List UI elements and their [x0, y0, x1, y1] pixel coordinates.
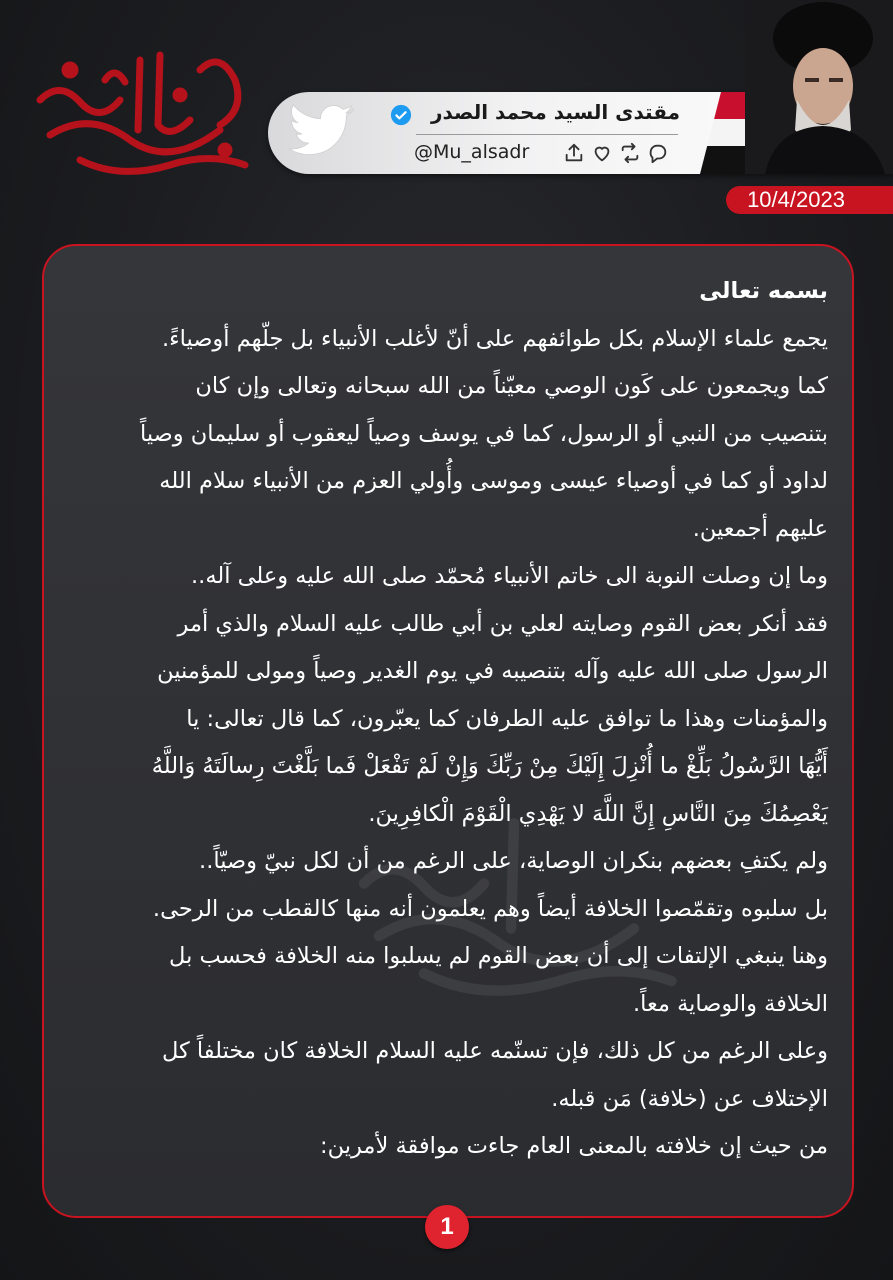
share-icon[interactable] — [563, 142, 585, 164]
calligraphy-logo — [20, 40, 260, 190]
post-line: بتنصيب من النبي أو الرسول، كما في يوسف وصياً ليعقوب أو سليمان وصياً — [139, 420, 828, 447]
account-handle[interactable]: @Mu_alsadr — [414, 141, 530, 163]
post-line: وهنا ينبغي الإلتفات إلى أن بعض القوم لم يسلبوا منه الخلافة فحسب بل — [169, 943, 828, 969]
page-number-badge: 1 — [425, 1205, 469, 1249]
like-icon[interactable] — [591, 142, 613, 164]
post-line: والمؤمنات وهذا ما توافق عليه الطرفان كما يعبّرون، كما قال تعالى: يا — [186, 705, 828, 732]
post-line: الخلافة والوصاية معاً. — [633, 990, 828, 1017]
post-date: 10/4/2023 — [747, 187, 845, 212]
post-line: عليهم أجمعين. — [692, 515, 828, 542]
post-line: الإختلاف عن (خلافة) مَن قبله. — [551, 1085, 828, 1112]
post-line: وما إن وصلت النوبة الى خاتم الأنبياء مُحمّد صلى الله عليه وعلى آله.. — [191, 563, 828, 589]
date-badge — [726, 186, 893, 214]
post-line: وعلى الرغم من كل ذلك، فإن تسنّمه عليه السلام الخلافة كان مختلفاً كل — [162, 1038, 828, 1064]
account-name[interactable]: مقتدى السيد محمد الصدر — [430, 100, 680, 124]
post-line: بل سلبوه وتقمّصوا الخلافة أيضاً وهم يعلمون أنه منها كالقطب من الرحى. — [152, 895, 828, 922]
post-line: يَعْصِمُكَ مِنَ النَّاسِ إِنَّ اللَّهَ لا يَهْدِي الْقَوْمَ الْكافِرِينَ. — [368, 800, 828, 827]
post-body — [72, 268, 828, 1171]
post-line: فقد أنكر بعض القوم وصايته لعلي بن أبي طالب عليه السلام والذي أمر — [177, 610, 828, 637]
post-line: أَيُّهَا الرَّسُولُ بَلِّغْ ما أُنْزِلَ إِلَيْكَ مِنْ رَبِّكَ وَإِنْ لَمْ تَفْعَلْ فَما بَلَّغْتَ رِسالَتَهُ وَاللَّهُ — [151, 753, 828, 779]
verified-badge-icon — [390, 104, 412, 126]
post-card — [42, 244, 854, 1218]
divider — [416, 134, 678, 135]
avatar — [745, 0, 893, 174]
post-line: ولم يكتفِ بعضهم بنكران الوصاية، على الرغم من أن لكل نبيّ وصيّاً.. — [199, 848, 828, 874]
reply-icon[interactable] — [647, 142, 669, 164]
post-line: كما ويجمعون على كَون الوصي معيّناً من الله سبحانه وتعالى وإن كان — [195, 373, 828, 399]
retweet-icon[interactable] — [619, 142, 641, 164]
post-line: من حيث إن خلافته بالمعنى العام جاءت موافقة لأمرين: — [320, 1133, 828, 1159]
twitter-bird-icon — [282, 98, 360, 168]
post-line: الرسول صلى الله عليه وآله بتنصيبه في يوم الغدير وصياً ومولى للمؤمنين — [157, 658, 828, 684]
tweet-actions — [563, 141, 678, 165]
post-heading: بسمه تعالى — [699, 278, 828, 304]
post-line: يجمع علماء الإسلام بكل طوائفهم على أنّ لأغلب الأنبياء بل جلّهم أوصياءً. — [161, 325, 828, 352]
post-line: لداود أو كما في أوصياء عيسى وموسى وأُولي العزم من الأنبياء سلام الله — [159, 468, 828, 494]
